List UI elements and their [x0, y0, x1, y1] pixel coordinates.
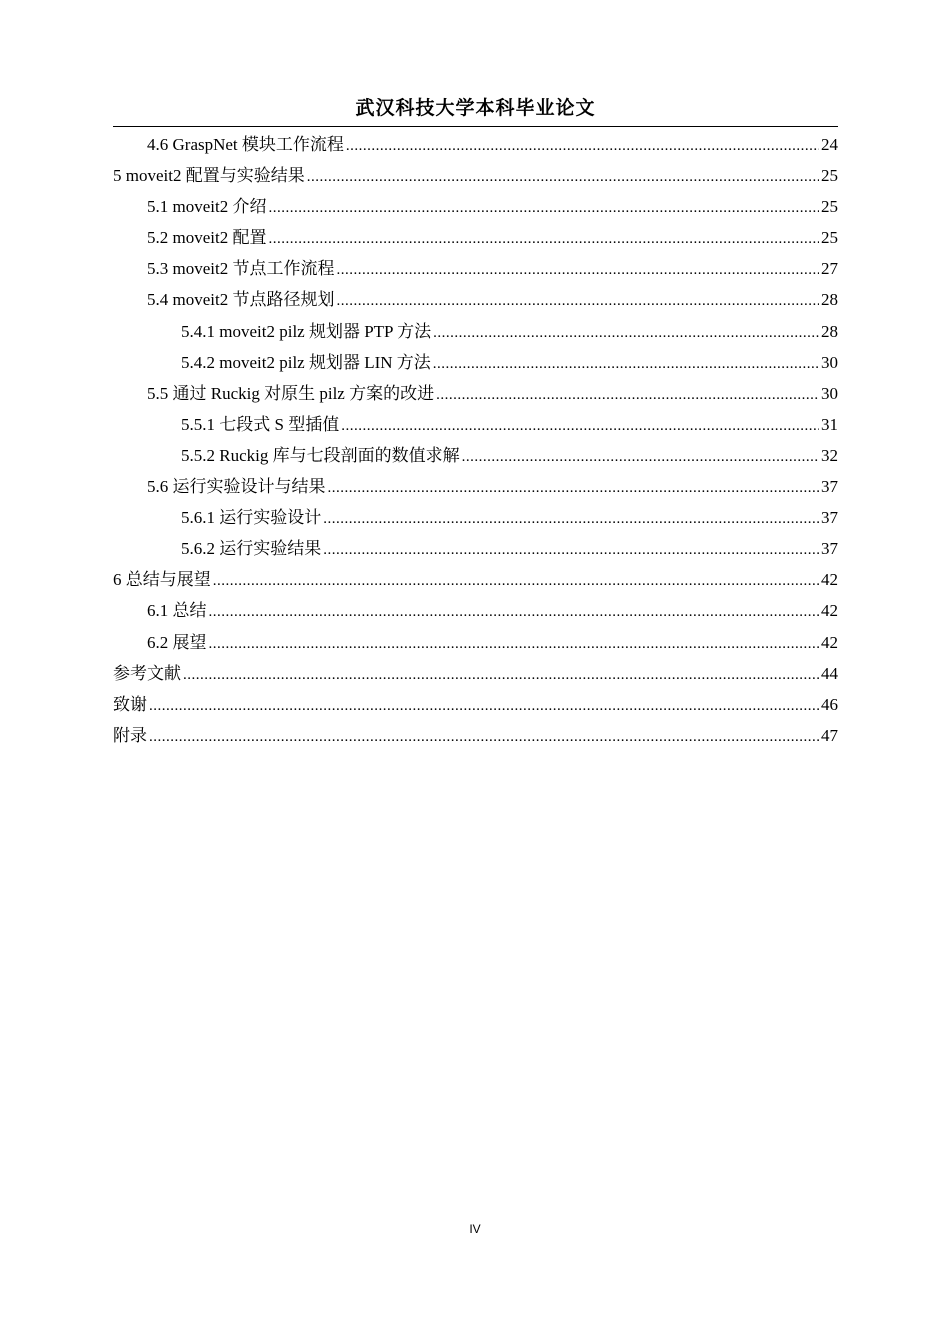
- toc-entry-title: 6 总结与展望: [113, 570, 211, 590]
- toc-entry-page: 30: [821, 383, 838, 403]
- toc-entry[interactable]: [113, 316, 838, 347]
- toc-dot-leader: [323, 504, 819, 535]
- toc-entry-title: 5.4 moveit2 节点路径规划: [147, 290, 335, 310]
- toc-dot-leader: [433, 318, 819, 349]
- toc-entry-page: 37: [821, 477, 838, 497]
- toc-entry-page: 25: [821, 166, 838, 186]
- toc-entry[interactable]: [113, 191, 838, 222]
- toc-dot-leader: [209, 597, 820, 628]
- toc-entry[interactable]: [113, 564, 838, 595]
- toc-dot-leader: [307, 162, 819, 193]
- toc-dot-leader: [346, 131, 819, 162]
- toc-entry-title: 附录: [113, 725, 147, 745]
- toc-entry-title: 5.2 moveit2 配置: [147, 228, 267, 248]
- toc-entry-title: 6.1 总结: [147, 601, 207, 621]
- toc-dot-leader: [149, 691, 819, 722]
- toc-entry[interactable]: [113, 284, 838, 315]
- toc-entry-page: 44: [821, 663, 838, 683]
- toc-dot-leader: [341, 411, 819, 442]
- toc-dot-leader: [213, 566, 819, 597]
- toc-entry-page: 42: [821, 632, 838, 652]
- toc-entry-page: 28: [821, 321, 838, 341]
- toc-entry-page: 31: [821, 414, 838, 434]
- toc-entry-page: 25: [821, 197, 838, 217]
- toc-dot-leader: [433, 349, 819, 380]
- toc-entry[interactable]: [113, 347, 838, 378]
- header-rule: [113, 126, 838, 127]
- toc-entry-page: 30: [821, 352, 838, 372]
- toc-entry[interactable]: [113, 378, 838, 409]
- toc-entry[interactable]: [113, 658, 838, 689]
- toc-entry-title: 5 moveit2 配置与实验结果: [113, 166, 305, 186]
- toc-entry-page: 37: [821, 508, 838, 528]
- toc-dot-leader: [149, 722, 819, 753]
- toc-entry-page: 28: [821, 290, 838, 310]
- toc-entry-title: 参考文献: [113, 663, 181, 683]
- toc-dot-leader: [268, 193, 819, 224]
- toc-entry-title: 5.6 运行实验设计与结果: [147, 477, 326, 497]
- toc-entry-title: 4.6 GraspNet 模块工作流程: [147, 135, 344, 154]
- toc-entry-title: 6.2 展望: [147, 632, 207, 652]
- toc-entry[interactable]: [113, 595, 838, 626]
- toc-entry[interactable]: [113, 502, 838, 533]
- toc-entry-title: 致谢: [113, 694, 147, 714]
- toc-entry-title: 5.4.2 moveit2 pilz 规划器 LIN 方法: [181, 352, 431, 372]
- toc-entry[interactable]: [113, 471, 838, 502]
- toc-dot-leader: [183, 660, 819, 691]
- toc-entry[interactable]: [113, 129, 838, 160]
- table-of-contents: [113, 129, 838, 751]
- toc-entry-page: 27: [821, 259, 838, 279]
- toc-dot-leader: [209, 629, 820, 660]
- toc-entry-title: 5.4.1 moveit2 pilz 规划器 PTP 方法: [181, 321, 432, 341]
- toc-entry[interactable]: [113, 253, 838, 284]
- toc-entry[interactable]: [113, 689, 838, 720]
- toc-entry-page: 25: [821, 228, 838, 248]
- page-number: IV: [469, 1222, 481, 1236]
- toc-entry-page: 46: [821, 694, 838, 714]
- toc-dot-leader: [336, 255, 819, 286]
- toc-entry-page: 37: [821, 539, 838, 559]
- toc-entry[interactable]: [113, 533, 838, 564]
- toc-dot-leader: [328, 473, 820, 504]
- toc-entry-page: 42: [821, 601, 838, 621]
- toc-entry-title: 5.1 moveit2 介绍: [147, 197, 267, 217]
- toc-entry-title: 5.5.1 七段式 S 型插值: [181, 414, 340, 434]
- toc-entry[interactable]: [113, 160, 838, 191]
- toc-entry-title: 5.5 通过 Ruckig 对原生 pilz 方案的改进: [147, 383, 435, 403]
- toc-dot-leader: [436, 380, 819, 411]
- page-header-title: 武汉科技大学本科毕业论文: [355, 98, 596, 119]
- toc-entry[interactable]: [113, 720, 838, 751]
- toc-entry-page: 24: [821, 135, 838, 154]
- toc-entry-page: 47: [821, 725, 838, 745]
- toc-entry-title: 5.3 moveit2 节点工作流程: [147, 259, 335, 279]
- toc-dot-leader: [462, 442, 819, 473]
- toc-entry[interactable]: [113, 409, 838, 440]
- toc-entry-title: 5.6.1 运行实验设计: [181, 508, 322, 528]
- toc-entry[interactable]: [113, 440, 838, 471]
- toc-entry[interactable]: [113, 222, 838, 253]
- toc-dot-leader: [268, 224, 819, 255]
- toc-entry-page: 42: [821, 570, 838, 590]
- toc-dot-leader: [323, 535, 819, 566]
- toc-entry[interactable]: [113, 627, 838, 658]
- toc-dot-leader: [336, 286, 819, 317]
- toc-entry-title: 5.5.2 Ruckig 库与七段剖面的数值求解: [181, 445, 460, 465]
- toc-entry-page: 32: [821, 445, 838, 465]
- toc-entry-title: 5.6.2 运行实验结果: [181, 539, 322, 559]
